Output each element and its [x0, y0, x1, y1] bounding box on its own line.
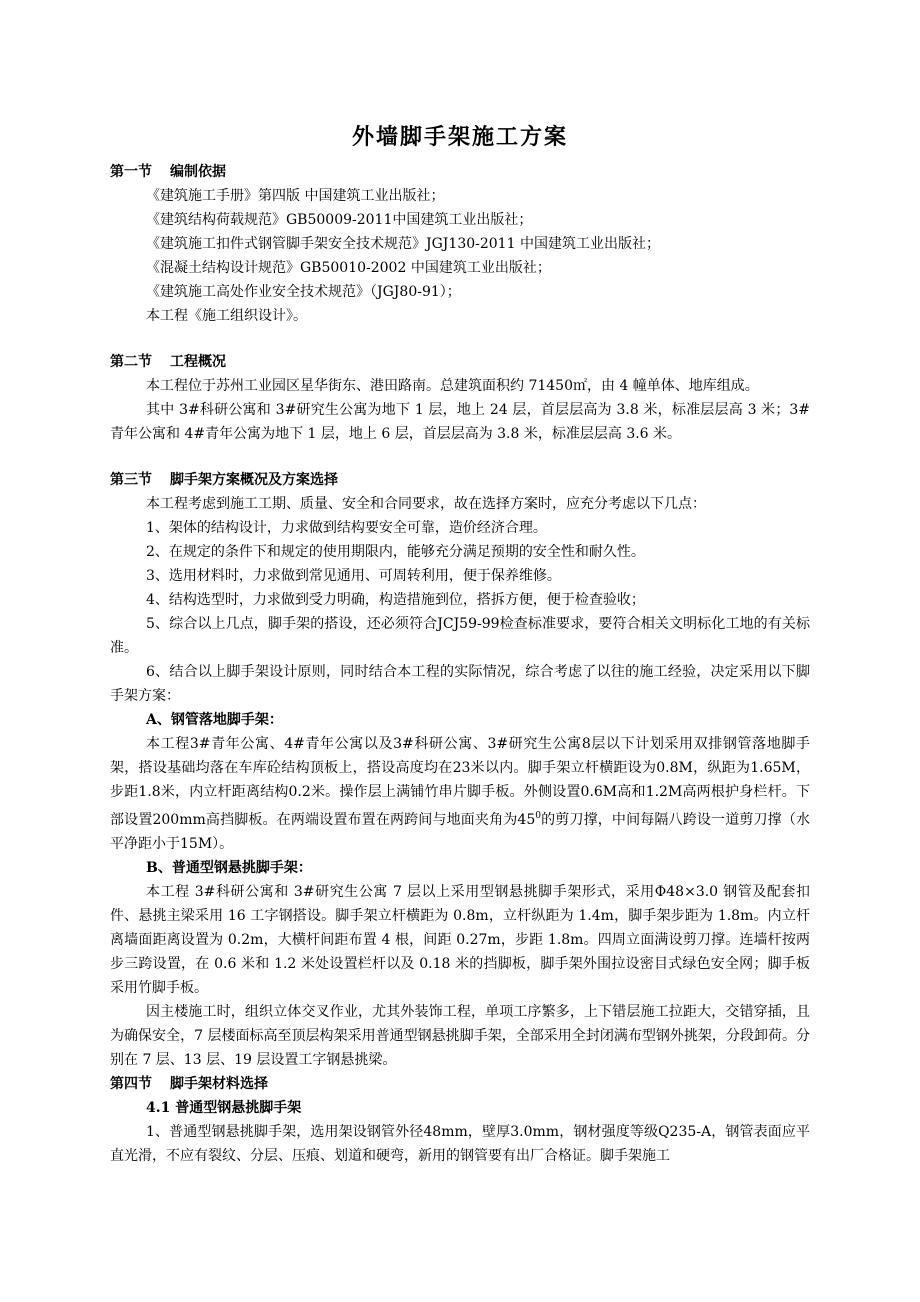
- scheme-a-text-main: 本工程3#青年公寓、4#青年公寓以及3#科研公寓、3#研究生公寓8层以下计划采用双排钢管落地脚手架，搭设基础均落在车库砼结构顶板上，搭设高度均在23米以内。脚手架立杆横距设为0.8M，纵距为1.65M，步距1.8米，内立杆距离结构0.2米。操作层上满铺竹串片脚手板。外侧设置0.6M高和1.2M高两根护身栏杆。下部设置200mm高挡脚板。在两端设置布置在两跨间与地面夹角为45: [110, 736, 810, 828]
- section-4-heading: [110, 1072, 810, 1096]
- scheme-intro: 本工程考虑到施工工期、质量、安全和合同要求，故在选择方案时，应充分考虑以下几点：: [146, 496, 706, 512]
- section-name: 脚手架材料选择: [170, 1076, 268, 1092]
- scheme-point: 4、结构选型时，力求做到受力明确，构造措施到位，搭拆方便，便于检查验收；: [146, 592, 645, 608]
- section-name: 脚手架方案概况及方案选择: [170, 472, 338, 488]
- material-paragraph: 1、普通型钢悬挑脚手架，选用架设钢管外径48mm，壁厚3.0mm，钢材强度等级Q235-A，钢管表面应平直光滑，不应有裂纹、分层、压痕、划道和硬弯，新用的钢管要有出厂合格证。脚手架施工: [110, 1124, 810, 1164]
- section-name: 编制依据: [170, 164, 226, 180]
- section-number: 第一节: [110, 164, 152, 180]
- section-name: 工程概况: [170, 354, 226, 370]
- reference-item: 《建筑施工扣件式钢管脚手架安全技术规范》JGJ130-2011 中国建筑工业出版社；: [146, 236, 660, 252]
- degree-superscript: 0: [535, 811, 541, 821]
- section-number: 第三节: [110, 472, 152, 488]
- scheme-b-text: 本工程 3#科研公寓和 3#研究生公寓 7 层以上采用型钢悬挑脚手架形式，采用Φ48×3.0 钢管及配套扣件、悬挑主梁采用 16 工字钢搭设。脚手架立杆横距为 0.8m，立杆纵距为 1.4m，脚手架步距为 1.8m。内立杆离墙面距离设置为 0.2m，大横杆间距布置 4 根，间距 0.27m，步距 1.8m。四周立面满设剪刀撑。连墙杆按两步三跨设置，在 0.6 米和 1.2 米处设置栏杆以及 0.18 米的挡脚板，脚手架外围拉设密目式绿色安全网；脚手板采用竹脚手板。: [110, 884, 810, 996]
- document-title: 外墙脚手架施工方案: [351, 124, 568, 150]
- subsection-4-1: 4.1 普通型钢悬挑脚手架: [146, 1100, 302, 1116]
- scheme-point: 6、结合以上脚手架设计原则，同时结合本工程的实际情况，综合考虑了以往的施工经验，决定采用以下脚手架方案：: [110, 664, 810, 704]
- reference-item: 《建筑施工高处作业安全技术规范》（JGJ80-91）；: [146, 284, 461, 300]
- section-2-heading: [110, 350, 810, 374]
- reference-item: 本工程《施工组织设计》。: [146, 308, 307, 324]
- section-number: 第四节: [110, 1076, 152, 1092]
- reference-item: 《建筑施工手册》第四版 中国建筑工业出版社；: [146, 188, 445, 204]
- document-body: [110, 160, 810, 1168]
- overview-paragraph: 本工程位于苏州工业园区星华街东、港田路南。总建筑面积约 71450㎡，由 4 幢单体、地库组成。: [146, 378, 759, 394]
- scheme-a-text-tail: 的剪刀撑，中间每隔八跨设一道剪刀撑（水平净距小于15M）。: [110, 812, 810, 852]
- section-number: 第二节: [110, 354, 152, 370]
- scheme-a-text: [110, 732, 810, 856]
- scheme-point: 5、综合以上几点，脚手架的搭设，还必须符合JCJ59-99检查标准要求，要符合相关文明标化工地的有关标准。: [110, 616, 810, 656]
- reference-item: 《混凝土结构设计规范》GB50010-2002 中国建筑工业出版社；: [146, 260, 551, 276]
- section-1-heading: [110, 160, 810, 184]
- scheme-b-title: B、普通型钢悬挑脚手架：: [146, 860, 312, 876]
- reference-item: 《建筑结构荷载规范》GB50009-2011中国建筑工业出版社；: [146, 212, 533, 228]
- scheme-point: 1、架体的结构设计，力求做到结构要安全可靠，造价经济合理。: [146, 520, 547, 536]
- scheme-point: 3、选用材料时，力求做到常见通用、可周转利用，便于保养维修。: [146, 568, 561, 584]
- scheme-c-text: 因主楼施工时，组织立体交叉作业，尤其外装饰工程，单项工序繁多，上下错层施工拉距大，交错穿插，且为确保安全，7 层楼面标高至顶层构架采用普通型钢悬挑脚手架，全部采用全封闭满布型钢外挑架，分段卸荷。分别在 7 层、13 层、19 层设置工字钢悬挑梁。: [110, 1004, 810, 1068]
- overview-paragraph: 其中 3#科研公寓和 3#研究生公寓为地下 1 层，地上 24 层，首层层高为 3.8 米，标准层层高 3 米；3#青年公寓和 4#青年公寓为地下 1 层，地上 6 层，首层层高为 3.8 米，标准层层高 3.6 米。: [110, 402, 810, 442]
- section-3-heading: [110, 468, 810, 492]
- scheme-point: 2、在规定的条件下和规定的使用期限内，能够充分满足预期的安全性和耐久性。: [146, 544, 645, 560]
- scheme-a-title: A、钢管落地脚手架：: [146, 712, 283, 728]
